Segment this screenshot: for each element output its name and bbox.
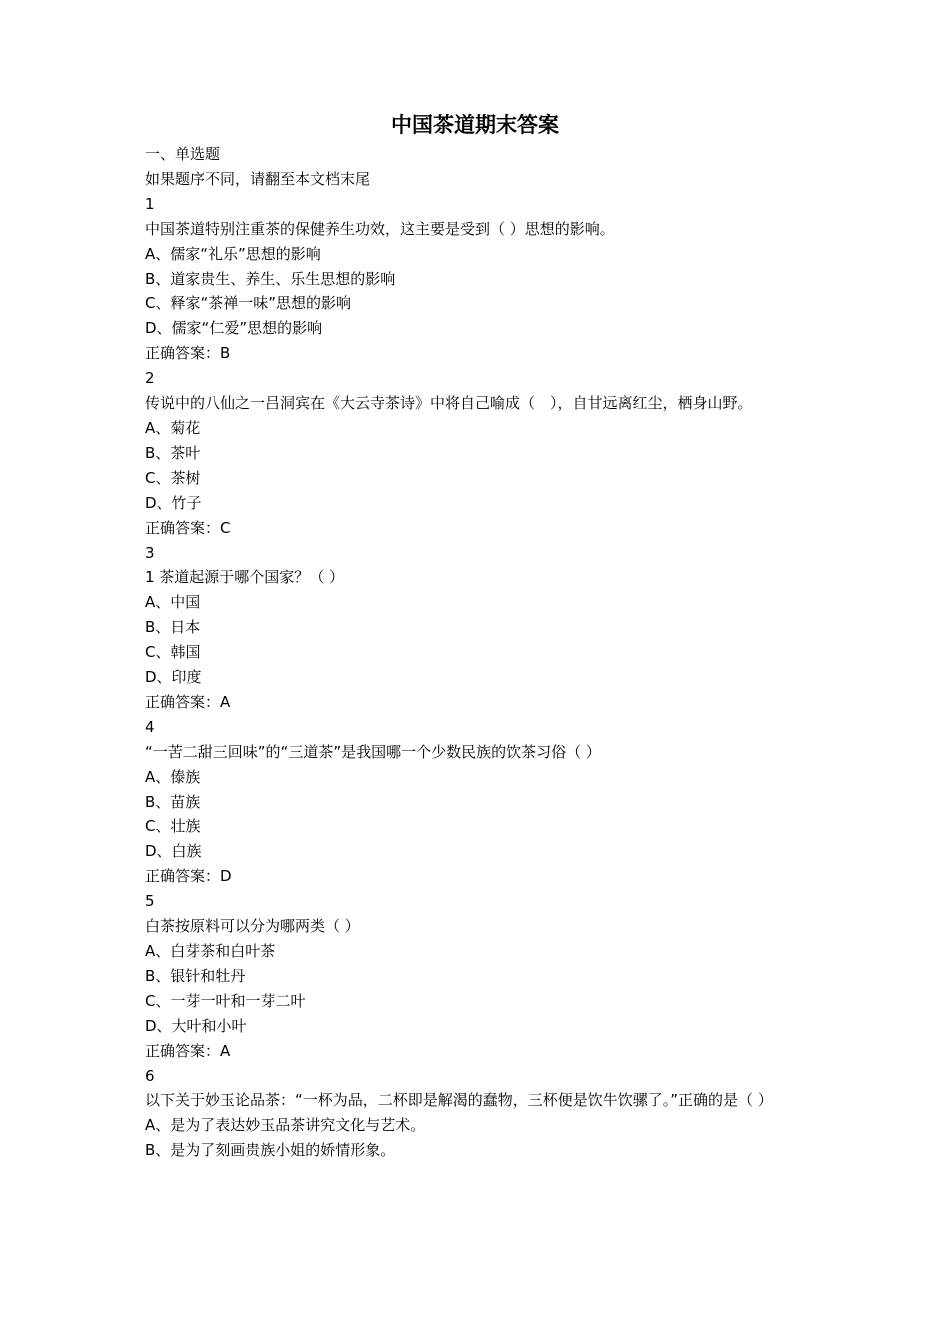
option-b: B、银针和牡丹 (145, 966, 246, 985)
question-number: 6 (145, 1066, 155, 1085)
question-text: 1 茶道起源于哪个国家？（ ） (145, 568, 345, 587)
correct-answer: 正确答案：B (145, 344, 231, 363)
question-number: 2 (145, 369, 155, 388)
option-a: A、中国 (145, 593, 201, 612)
question-text: 传说中的八仙之一吕洞宾在《大云寺茶诗》中将自己喻成（ ），自甘远离红尘，栖身山野。 (145, 394, 753, 413)
option-b: B、道家贵生、养生、乐生思想的影响 (145, 269, 396, 288)
option-d: D、大叶和小叶 (145, 1016, 247, 1035)
option-c: C、韩国 (145, 643, 201, 662)
question-number: 3 (145, 543, 155, 562)
option-c: C、释家“茶禅一味”思想的影响 (145, 294, 352, 313)
option-a: A、儒家“礼乐”思想的影响 (145, 244, 321, 263)
question-block (145, 889, 805, 1063)
option-d: D、印度 (145, 668, 202, 687)
option-c: C、一芽一叶和一芽二叶 (145, 991, 306, 1010)
option-a: A、傣族 (145, 767, 201, 786)
option-a: A、是为了表达妙玉品茶讲究文化与艺术。 (145, 1116, 426, 1135)
question-text: 中国茶道特别注重茶的保健养生功效，这主要是受到（ ）思想的影响。 (145, 219, 615, 238)
option-a: A、菊花 (145, 418, 201, 437)
option-b: B、日本 (145, 618, 201, 637)
question-text: 以下关于妙玉论品茶：“一杯为品，二杯即是解渴的蠢物，三杯便是饮牛饮骡了。”正确的是（ ） (145, 1091, 773, 1110)
question-block (145, 715, 805, 889)
option-b: B、苗族 (145, 792, 201, 811)
correct-answer: 正确答案：C (145, 518, 231, 537)
document-title: 中国茶道期末答案 (391, 113, 559, 137)
question-block (145, 1064, 805, 1164)
correct-answer: 正确答案：A (145, 692, 231, 711)
question-block (145, 366, 805, 540)
question-number: 5 (145, 892, 155, 911)
question-block (145, 541, 805, 715)
question-block (145, 192, 805, 366)
option-b: B、茶叶 (145, 443, 201, 462)
option-d: D、竹子 (145, 493, 202, 512)
option-c: C、壮族 (145, 817, 201, 836)
correct-answer: 正确答案：D (145, 867, 232, 886)
order-note: 如果题序不同，请翻至本文档末尾 (145, 169, 371, 188)
section-heading: 一、单选题 (145, 145, 221, 163)
correct-answer: 正确答案：A (145, 1041, 231, 1060)
option-b: B、是为了刻画贵族小姐的娇情形象。 (145, 1141, 396, 1160)
document-page (145, 108, 805, 1163)
question-text: 白茶按原料可以分为哪两类（ ） (145, 917, 360, 936)
option-d: D、儒家“仁爱”思想的影响 (145, 319, 323, 338)
option-c: C、茶树 (145, 468, 201, 487)
question-number: 4 (145, 717, 155, 736)
option-a: A、白芽茶和白叶茶 (145, 942, 276, 960)
question-number: 1 (145, 194, 155, 213)
question-text: “一苦二甜三回味”的“三道茶”是我国哪一个少数民族的饮茶习俗（ ） (145, 742, 601, 761)
option-d: D、白族 (145, 842, 202, 861)
